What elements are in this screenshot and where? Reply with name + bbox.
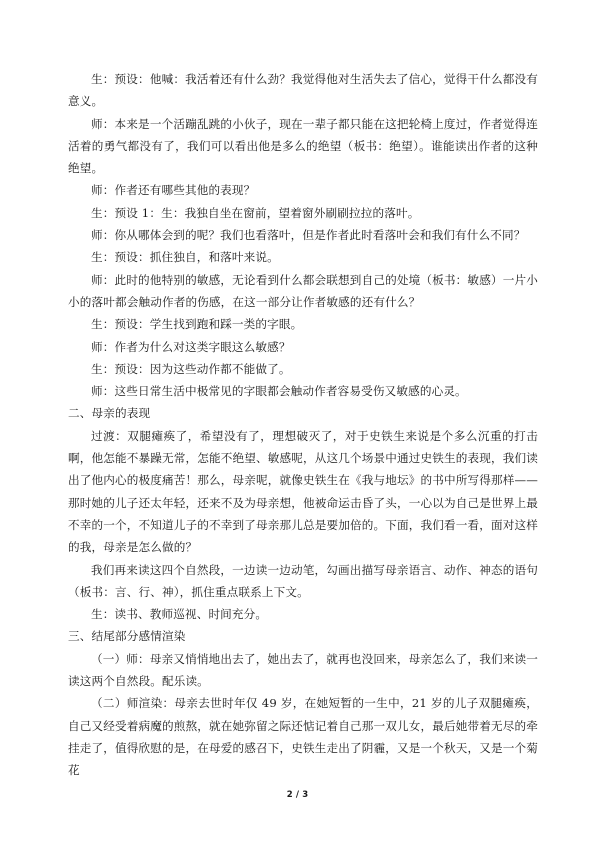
paragraph: 师：你从哪体会到的呢？我们也看落叶，但是作者此时看落叶会和我们有什么不同？ <box>91 228 526 243</box>
paragraph: （二）师渲染：母亲去世时年仅 49 岁，在她短暂的一生中，21 岁的儿子双腿瘫痪，自己又经受着病魔的煎熬，就在她弥留之际还惦记着自己那一双儿女，最后她带着无尽的牵挂走了，值得欣慰的是，在母爱的感召下，史铁生走出了阴霾，又是一个秋天，又是一个菊花 <box>68 696 538 778</box>
paragraph: 生：预设：抓住独自，和落叶来说。 <box>91 250 279 265</box>
paragraph: 生：预设：学生找到跑和踩一类的字眼。 <box>91 317 303 332</box>
paragraph: 我们再来读这四个自然段，一边读一边动笔，勾画出描写母亲语言、动作、神态的语句（板书：言、行、神），抓住重点联系上下文。 <box>68 562 538 599</box>
paragraph: 师：此时的他特别的敏感，无论看到什么都会联想到自己的处境（板书：敏感）一片小小的落叶都会触动作者的伤感，在这一部分让作者敏感的还有什么？ <box>68 272 538 309</box>
paragraph: 生：预设：因为这些动作都不能做了。 <box>91 361 291 376</box>
section-heading: 三、结尾部分感情渲染 <box>68 629 186 644</box>
paragraph: （一）师：母亲又悄悄地出去了，她出去了，就再也没回来，母亲怎么了，我们来读一读这两个自然段。配乐读。 <box>68 651 538 689</box>
paragraph: 师：作者为什么对这类字眼这么敏感？ <box>91 339 291 354</box>
paragraph: 生：预设：他喊：我活着还有什么劲？我觉得他对生活失去了信心，觉得干什么都没有意义。 <box>68 72 538 109</box>
paragraph: 师：作者还有哪些其他的表现？ <box>91 183 256 198</box>
paragraph: 过渡：双腿瘫痪了，希望没有了，理想破灭了，对于史铁生来说是个多么沉重的打击啊，他怎能不暴躁无常，怎能不绝望、敏感呢，从这几个场景中通过史铁生的表现，我们读出了他内心的极度痛苦！那么，母亲呢，就像史铁生在《我与地坛》的书中所写得那样——那时她的儿子还太年轻，还来不及为母亲想，他被命运击昏了头，一心以为自己是世界上最不幸的一个，不知道儿子的不幸到了母亲那儿总是要加倍的。下面，我们看一看，面对这样的我，母亲是怎么做的？ <box>68 428 538 555</box>
document-body <box>68 68 538 782</box>
section-heading: 二、母亲的表现 <box>68 406 151 421</box>
page-number: 2 / 3 <box>286 790 309 800</box>
paragraph: 生：预设 1：生：我独自坐在窗前，望着窗外刷刷拉拉的落叶。 <box>91 205 420 220</box>
paragraph: 生：读书、教师巡视、时间充分。 <box>91 607 268 622</box>
paragraph: 师：本来是一个活蹦乱跳的小伙子，现在一辈子都只能在这把轮椅上度过，作者觉得连活着的勇气都没有了，我们可以看出他是多么的绝望（板书：绝望）。谁能读出作者的这种绝望。 <box>68 116 538 176</box>
paragraph: 师：这些日常生活中极常见的字眼都会触动作者容易受伤又敏感的心灵。 <box>91 384 467 399</box>
